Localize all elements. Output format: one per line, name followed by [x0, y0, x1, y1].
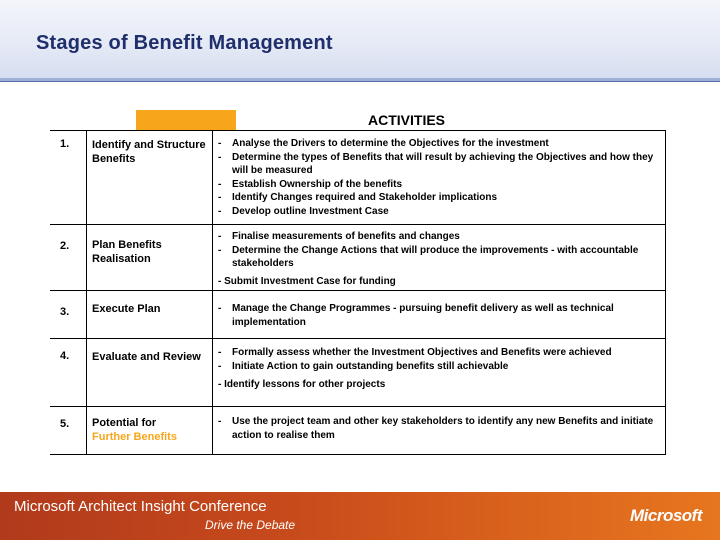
conference-name: Microsoft Architect Insight Conference: [14, 498, 267, 515]
stage-name: [92, 416, 210, 444]
activities-list: [218, 230, 658, 288]
slide-title: Stages of Benefit Management: [36, 32, 333, 54]
row-divider: [50, 338, 666, 339]
stage-name: Plan Benefits Realisation: [92, 239, 162, 265]
stage-number: 1.: [60, 138, 70, 150]
row-divider: [50, 454, 666, 455]
activity-item: - Initiate Action to gain outstanding benefits still achievable: [218, 360, 509, 372]
activity-item: - Submit Investment Case for funding: [218, 275, 396, 287]
activity-item: - Identify Changes required and Stakeholder implications: [218, 192, 498, 203]
title-rule-dark: [0, 81, 720, 82]
activity-item: - Develop outline Investment Case: [218, 205, 389, 217]
stage-number: 4.: [60, 350, 70, 362]
activity-item: - Analyse the Drivers to determine the Objectives for the investment: [218, 138, 549, 149]
activity-item: - Finalise measurements of benefits and changes: [218, 231, 460, 242]
activities-list: [218, 137, 658, 218]
activities-list: [218, 415, 658, 442]
stage-name: Evaluate and Review: [92, 351, 201, 363]
activity-item: - Identify lessons for other projects: [218, 379, 386, 390]
footer-band: [0, 492, 720, 540]
activity-item: - Determine the types of Benefits that will result by achieving the Objectives and how they will be measured: [218, 151, 654, 176]
activity-item: - Determine the Change Actions that will produce the improvements - with accountable stakeholders: [218, 244, 639, 269]
activity-item: - Formally assess whether the Investment Objectives and Benefits were achieved: [218, 347, 612, 358]
microsoft-logo: Microsoft: [630, 506, 702, 525]
conference-tagline: Drive the Debate: [205, 518, 296, 532]
stages-header-bar: [136, 110, 236, 130]
row-divider: [50, 224, 666, 225]
column-divider: [665, 130, 666, 454]
stage-name: Execute Plan: [92, 303, 161, 315]
stages-table: [50, 110, 666, 454]
stage-name-line2: Further Benefits: [92, 431, 177, 443]
stage-number: 3.: [60, 306, 70, 318]
column-divider: [86, 130, 87, 454]
activity-item: - Manage the Change Programmes - pursuing benefit delivery as well as technical implementation: [218, 303, 614, 328]
row-divider: [50, 290, 666, 291]
activity-item: - Establish Ownership of the benefits: [218, 178, 403, 190]
stage-name: Identify and Structure Benefits: [92, 139, 206, 165]
stage-number: 5.: [60, 418, 70, 430]
row-divider: [50, 406, 666, 407]
activity-item: - Use the project team and other key stakeholders to identify any new Benefits and initiate action to realise them: [218, 416, 654, 441]
activities-list: [218, 302, 658, 329]
activities-list: [218, 346, 658, 392]
stage-number: 2.: [60, 240, 70, 252]
title-band: [0, 0, 720, 78]
column-divider: [212, 130, 213, 454]
activities-header: ACTIVITIES: [368, 112, 446, 128]
stage-name-line1: Potential for: [92, 417, 157, 429]
stages-header: STAGES: [161, 113, 211, 127]
row-divider: [50, 130, 666, 131]
